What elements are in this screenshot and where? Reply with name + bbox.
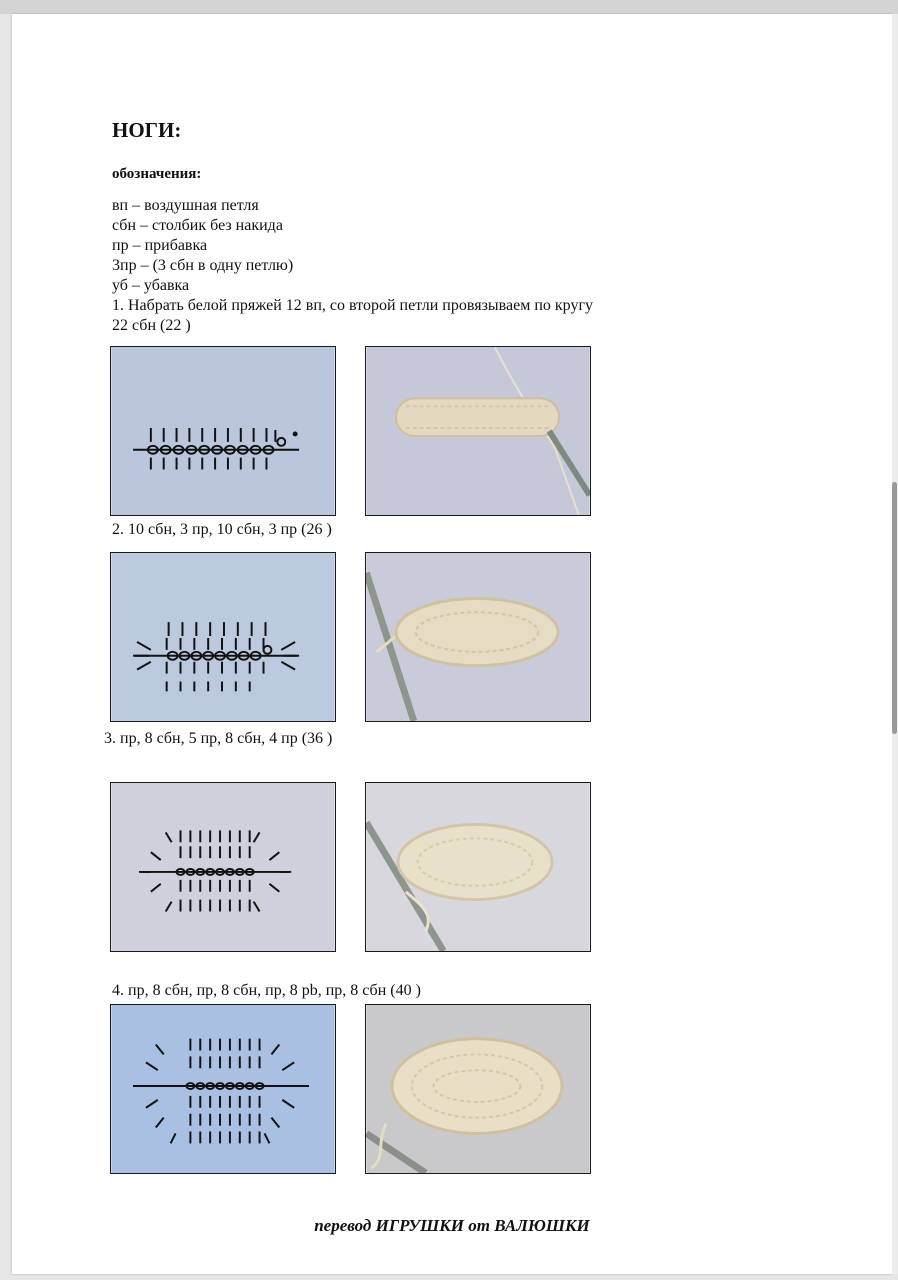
legend-item: вп – воздушная петля [112, 197, 259, 214]
step-1-count: 22 сбн (22 ) [112, 317, 191, 334]
top-bar [0, 0, 898, 14]
crochet-sole-photo-3-image [365, 782, 591, 952]
crochet-chart-round-3-image [110, 782, 336, 952]
crochet-chart-round-2-image [110, 552, 336, 722]
legend-item: сбн – столбик без накида [112, 217, 283, 234]
crochet-sole-photo-2-image [365, 552, 591, 722]
page-title: НОГИ: [112, 118, 182, 142]
crochet-chart-round-1-image [110, 346, 336, 516]
crochet-chart-round-4-image [110, 1004, 336, 1174]
legend-item: пр – прибавка [112, 237, 208, 254]
crochet-sole-photo-1-icon [366, 347, 590, 515]
crochet-sole-photo-1-image [365, 346, 591, 516]
legend-item: 3пр – (3 сбн в одну петлю) [112, 257, 294, 274]
crochet-chart-round-1-icon [111, 347, 335, 515]
crochet-chart-round-2-icon [111, 553, 335, 721]
legend-item: уб – убавка [112, 277, 190, 294]
step-2-text: 2. 10 сбн, 3 пр, 10 сбн, 3 пр (26 ) [112, 521, 332, 538]
legend-heading: обозначения: [112, 166, 202, 182]
step-3-text: 3. пр, 8 сбн, 5 пр, 8 сбн, 4 пр (36 ) [104, 730, 333, 747]
crochet-sole-photo-4-image [365, 1004, 591, 1174]
crochet-chart-round-4-icon [111, 1005, 335, 1173]
crochet-sole-photo-4-icon [366, 1005, 590, 1173]
step-4-text: 4. пр, 8 сбн, пр, 8 сбн, пр, 8 pb, пр, 8 сбн (40 ) [112, 982, 421, 999]
crochet-sole-photo-3-icon [366, 783, 590, 951]
footer-credit: перевод ИГРУШКИ от ВАЛЮШКИ [314, 1216, 590, 1235]
scrollbar-thumb[interactable] [892, 482, 897, 734]
crochet-chart-round-3-icon [111, 783, 335, 951]
document-page [12, 14, 892, 1274]
step-1-text: 1. Набрать белой пряжей 12 вп, со второй петли провязываем по кругу [112, 297, 593, 314]
legend-list [112, 196, 593, 336]
crochet-sole-photo-2-icon [366, 553, 590, 721]
